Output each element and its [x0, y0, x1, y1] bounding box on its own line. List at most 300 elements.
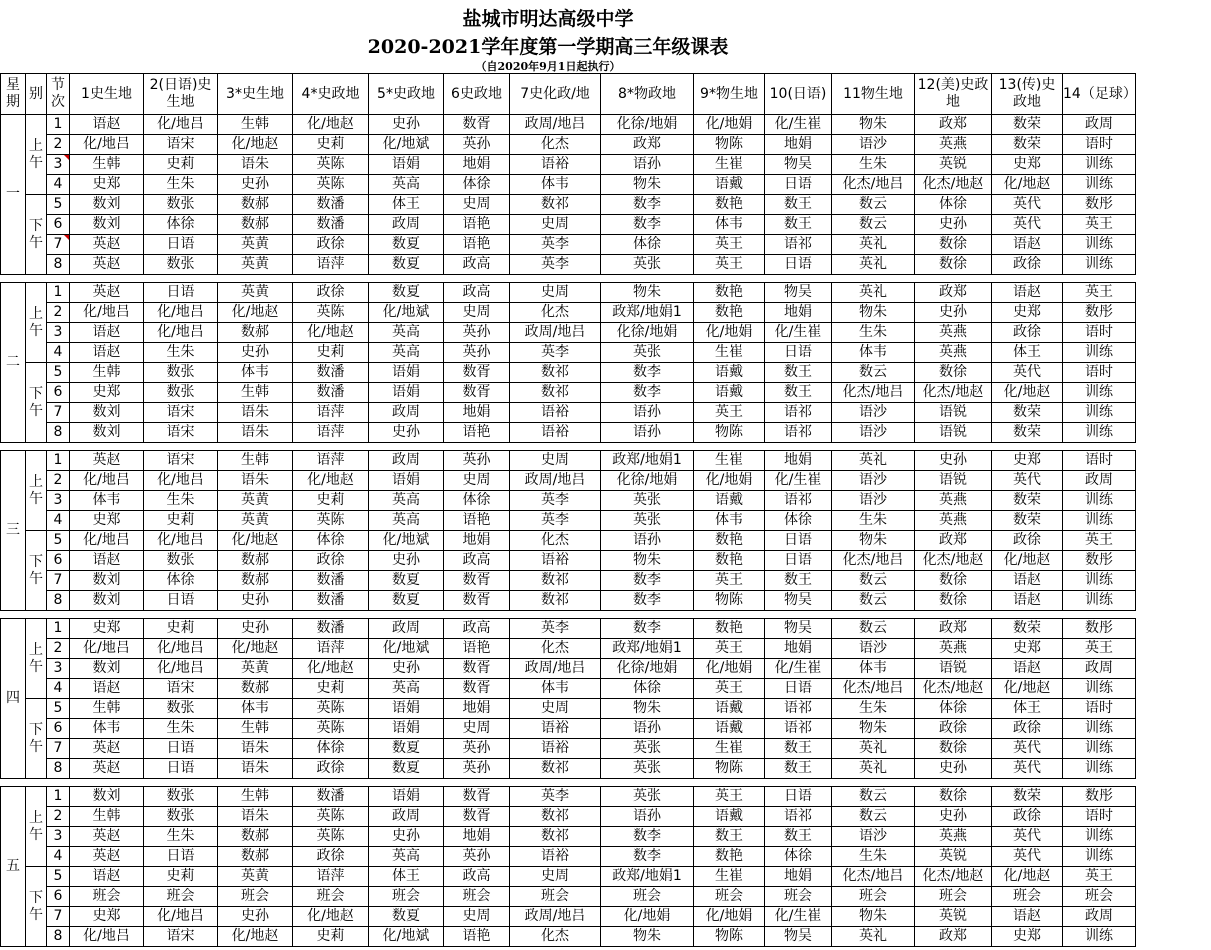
- table-row: [1, 155, 1211, 175]
- table-cell: 训练: [1063, 679, 1136, 699]
- pm-label: 下午: [26, 195, 47, 275]
- table-cell: 英锐: [915, 907, 992, 927]
- period-number: 4: [47, 511, 70, 531]
- table-cell: 数刘: [70, 215, 144, 235]
- table-cell: 班会: [832, 887, 915, 907]
- table-cell: 语赵: [992, 283, 1063, 303]
- period-number: 3: [47, 323, 70, 343]
- table-cell: 政徐: [293, 235, 369, 255]
- table-cell: 数荣: [992, 115, 1063, 135]
- table-cell: 史莉: [144, 511, 218, 531]
- table-cell: 化/地吕: [70, 531, 144, 551]
- table-cell: 数胥: [444, 591, 510, 611]
- table-cell: 英赵: [70, 739, 144, 759]
- table-cell: 语艳: [444, 423, 510, 443]
- period-number: 5: [47, 867, 70, 887]
- table-cell: 生朱: [144, 175, 218, 195]
- table-cell: 语艳: [444, 511, 510, 531]
- table-cell: 数王: [765, 739, 832, 759]
- table-cell: 数郝: [218, 551, 293, 571]
- table-cell: 英高: [369, 175, 444, 195]
- table-cell: 数荣: [992, 403, 1063, 423]
- table-cell: 数张: [144, 699, 218, 719]
- table-cell: 日语: [765, 175, 832, 195]
- table-cell: 语赵: [992, 907, 1063, 927]
- table-cell: 班会: [144, 887, 218, 907]
- table-row: [1, 383, 1211, 403]
- table-cell: 英燕: [915, 323, 992, 343]
- table-cell: 体徐: [765, 511, 832, 531]
- table-cell: 化/地赵: [992, 175, 1063, 195]
- table-cell: 数徐: [915, 255, 992, 275]
- table-cell: 英高: [369, 323, 444, 343]
- table-cell: 化/地斌: [369, 639, 444, 659]
- table-cell: 政郑: [601, 135, 694, 155]
- table-cell: 史孙: [218, 343, 293, 363]
- table-cell: 数云: [832, 619, 915, 639]
- table-cell: 化/生崔: [765, 907, 832, 927]
- table-cell: 生崔: [694, 343, 765, 363]
- table-cell: 训练: [1063, 423, 1136, 443]
- table-cell: 化/地吕: [144, 639, 218, 659]
- table-cell: 训练: [1063, 719, 1136, 739]
- table-cell: 体徐: [144, 571, 218, 591]
- table-cell: 数张: [144, 255, 218, 275]
- table-cell: 日语: [144, 739, 218, 759]
- table-cell: 语裕: [510, 423, 601, 443]
- table-cell: 数彤: [1063, 195, 1136, 215]
- table-row: [1, 531, 1211, 551]
- table-cell: 英王: [694, 639, 765, 659]
- table-row: [1, 235, 1211, 255]
- table-cell: 数夏: [369, 591, 444, 611]
- table-cell: 数胥: [444, 115, 510, 135]
- table-cell: 数李: [601, 847, 694, 867]
- table-cell: 英黄: [218, 511, 293, 531]
- period-number: 7: [47, 403, 70, 423]
- table-cell: 政周: [1063, 907, 1136, 927]
- table-cell: 化杰/地吕: [832, 551, 915, 571]
- table-cell: 数徐: [915, 363, 992, 383]
- table-cell: 史莉: [293, 343, 369, 363]
- table-cell: 体徐: [293, 531, 369, 551]
- table-cell: 数李: [601, 363, 694, 383]
- table-cell: 英王: [1063, 215, 1136, 235]
- table-cell: 日语: [765, 679, 832, 699]
- table-cell: 数祁: [510, 759, 601, 779]
- table-cell: 英燕: [915, 343, 992, 363]
- table-cell: 化杰: [510, 531, 601, 551]
- table-cell: 数胥: [444, 383, 510, 403]
- table-cell: 史莉: [293, 679, 369, 699]
- table-cell: 体王: [992, 699, 1063, 719]
- table-cell: 数夏: [369, 283, 444, 303]
- table-row: [1, 283, 1211, 303]
- table-cell: 化/地娟: [694, 115, 765, 135]
- table-cell: 语时: [1063, 135, 1136, 155]
- table-cell: 英陈: [293, 511, 369, 531]
- table-cell: 语戴: [694, 175, 765, 195]
- table-cell: 生韩: [218, 115, 293, 135]
- table-cell: 政周/地吕: [510, 115, 601, 135]
- table-cell: 训练: [1063, 175, 1136, 195]
- table-cell: 体徐: [144, 215, 218, 235]
- table-cell: 数张: [144, 363, 218, 383]
- table-cell: 英孙: [444, 135, 510, 155]
- period-number: 4: [47, 343, 70, 363]
- table-cell: 语萍: [293, 867, 369, 887]
- table-cell: 语朱: [218, 739, 293, 759]
- header-class: 4*史政地: [293, 74, 369, 115]
- header-class: 2(日语)史生地: [144, 74, 218, 115]
- table-cell: 英代: [992, 195, 1063, 215]
- table-cell: 化/生崔: [765, 471, 832, 491]
- table-cell: 物陈: [694, 591, 765, 611]
- table-cell: 数祁: [510, 383, 601, 403]
- table-cell: 数夏: [369, 255, 444, 275]
- table-cell: 语宋: [144, 679, 218, 699]
- table-cell: 体徐: [765, 847, 832, 867]
- table-cell: 化/地娟: [694, 659, 765, 679]
- table-cell: 英王: [694, 403, 765, 423]
- table-cell: 史郑: [70, 907, 144, 927]
- table-cell: 史孙: [369, 551, 444, 571]
- table-cell: 化/地赵: [293, 907, 369, 927]
- table-cell: 英陈: [293, 303, 369, 323]
- day-separator: [1, 611, 1211, 619]
- header-class: 14（足球）: [1063, 74, 1136, 115]
- table-cell: 训练: [1063, 403, 1136, 423]
- table-cell: 语朱: [218, 471, 293, 491]
- table-cell: 生朱: [144, 719, 218, 739]
- table-cell: 数徐: [915, 787, 992, 807]
- table-cell: 地娟: [765, 639, 832, 659]
- table-cell: 史周: [510, 867, 601, 887]
- table-cell: 化/地赵: [992, 867, 1063, 887]
- table-cell: 政周: [1063, 659, 1136, 679]
- table-cell: 物吴: [765, 155, 832, 175]
- table-cell: 英李: [510, 255, 601, 275]
- table-cell: 英燕: [915, 639, 992, 659]
- table-cell: 语孙: [601, 807, 694, 827]
- table-cell: 语沙: [832, 827, 915, 847]
- table-cell: 英张: [601, 255, 694, 275]
- table-row: [1, 451, 1211, 471]
- table-cell: 英黄: [218, 255, 293, 275]
- day-label: 五: [1, 787, 26, 947]
- table-cell: 化/地吕: [144, 907, 218, 927]
- table-cell: 体徐: [444, 175, 510, 195]
- table-cell: 数艳: [694, 619, 765, 639]
- table-cell: 英赵: [70, 283, 144, 303]
- table-cell: 英黄: [218, 867, 293, 887]
- table-cell: 史周: [444, 719, 510, 739]
- table-cell: 政徐: [293, 847, 369, 867]
- table-cell: 化/地吕: [70, 303, 144, 323]
- table-cell: 班会: [992, 887, 1063, 907]
- table-cell: 史周: [444, 303, 510, 323]
- table-cell: 语宋: [144, 927, 218, 947]
- table-cell: 数荣: [992, 423, 1063, 443]
- table-row: [1, 175, 1211, 195]
- table-cell: 语朱: [218, 807, 293, 827]
- table-cell: 体徐: [293, 739, 369, 759]
- table-cell: 英李: [510, 343, 601, 363]
- period-number: 7: [47, 739, 70, 759]
- table-cell: 语赵: [992, 659, 1063, 679]
- table-row: [1, 343, 1211, 363]
- header-day: 星期: [1, 74, 26, 115]
- table-cell: 数王: [765, 215, 832, 235]
- table-cell: 政徐: [293, 283, 369, 303]
- timetable: [0, 73, 1211, 947]
- table-cell: 物吴: [765, 591, 832, 611]
- table-cell: 英赵: [70, 451, 144, 471]
- table-cell: 语沙: [832, 639, 915, 659]
- table-cell: 数张: [144, 195, 218, 215]
- table-cell: 政郑/地娟1: [601, 867, 694, 887]
- table-cell: 体徐: [601, 679, 694, 699]
- table-cell: 英张: [601, 511, 694, 531]
- table-cell: 体韦: [218, 363, 293, 383]
- table-cell: 英代: [992, 363, 1063, 383]
- table-cell: 体王: [369, 195, 444, 215]
- table-cell: 班会: [601, 887, 694, 907]
- table-cell: 体王: [369, 867, 444, 887]
- table-cell: 训练: [1063, 235, 1136, 255]
- table-cell: 语戴: [694, 383, 765, 403]
- table-cell: 化杰/地吕: [832, 175, 915, 195]
- period-number: 6: [47, 551, 70, 571]
- table-cell: 英礼: [832, 255, 915, 275]
- table-cell: 数郝: [218, 571, 293, 591]
- period-number: 2: [47, 639, 70, 659]
- period-number: 1: [47, 787, 70, 807]
- table-cell: 体韦: [70, 719, 144, 739]
- table-cell: 地娟: [765, 867, 832, 887]
- table-row: [1, 323, 1211, 343]
- am-label: 上午: [26, 283, 47, 363]
- table-cell: 班会: [293, 887, 369, 907]
- table-cell: 数荣: [992, 135, 1063, 155]
- table-cell: 化/地赵: [218, 135, 293, 155]
- table-cell: 地娟: [444, 699, 510, 719]
- table-cell: 史莉: [293, 927, 369, 947]
- table-cell: 训练: [1063, 739, 1136, 759]
- header-class: 7史化政/地: [510, 74, 601, 115]
- table-cell: 数潘: [293, 195, 369, 215]
- table-row: [1, 491, 1211, 511]
- pm-label: 下午: [26, 867, 47, 947]
- table-cell: 语裕: [510, 403, 601, 423]
- table-cell: 语娟: [369, 383, 444, 403]
- table-cell: 化/地吕: [70, 135, 144, 155]
- table-cell: 训练: [1063, 511, 1136, 531]
- table-cell: 语赵: [70, 867, 144, 887]
- table-cell: 数李: [601, 215, 694, 235]
- table-cell: 语朱: [218, 423, 293, 443]
- table-cell: 生韩: [218, 383, 293, 403]
- table-cell: 政徐: [992, 719, 1063, 739]
- table-cell: 生崔: [694, 451, 765, 471]
- table-cell: 化/地吕: [144, 659, 218, 679]
- table-cell: 语萍: [293, 403, 369, 423]
- table-cell: 语时: [1063, 451, 1136, 471]
- period-number: 8: [47, 759, 70, 779]
- table-cell: 训练: [1063, 155, 1136, 175]
- table-cell: 语艳: [444, 215, 510, 235]
- header-class: 13(传)史政地: [992, 74, 1063, 115]
- table-cell: 语孙: [601, 531, 694, 551]
- table-cell: 语锐: [915, 471, 992, 491]
- table-cell: 数祁: [510, 571, 601, 591]
- table-cell: 史孙: [915, 759, 992, 779]
- table-cell: 政周: [369, 403, 444, 423]
- table-cell: 数彤: [1063, 787, 1136, 807]
- table-cell: 政周/地吕: [510, 907, 601, 927]
- table-cell: 日语: [765, 255, 832, 275]
- table-row: [1, 511, 1211, 531]
- table-cell: 体韦: [832, 343, 915, 363]
- table-cell: 数刘: [70, 591, 144, 611]
- table-cell: 数夏: [369, 759, 444, 779]
- table-cell: 英孙: [444, 451, 510, 471]
- table-cell: 语时: [1063, 699, 1136, 719]
- table-cell: 日语: [144, 235, 218, 255]
- table-row: [1, 887, 1211, 907]
- table-cell: 数胥: [444, 807, 510, 827]
- table-cell: 地娟: [765, 451, 832, 471]
- table-cell: 生朱: [832, 323, 915, 343]
- table-cell: 班会: [70, 887, 144, 907]
- table-cell: 英张: [601, 759, 694, 779]
- table-cell: 语沙: [832, 423, 915, 443]
- table-cell: 生韩: [218, 719, 293, 739]
- table-cell: 物吴: [765, 619, 832, 639]
- table-cell: 生韩: [70, 155, 144, 175]
- table-cell: 英锐: [915, 847, 992, 867]
- table-cell: 英王: [1063, 867, 1136, 887]
- table-cell: 数云: [832, 787, 915, 807]
- table-cell: 数云: [832, 215, 915, 235]
- table-cell: 数郝: [218, 215, 293, 235]
- table-cell: 生朱: [832, 511, 915, 531]
- table-cell: 史郑: [70, 383, 144, 403]
- table-row: [1, 639, 1211, 659]
- table-cell: 英燕: [915, 511, 992, 531]
- header-class: 9*物生地: [694, 74, 765, 115]
- header-class: 10(日语): [765, 74, 832, 115]
- table-cell: 语朱: [218, 403, 293, 423]
- table-cell: 数祁: [510, 591, 601, 611]
- table-cell: 政周: [369, 215, 444, 235]
- table-cell: 地娟: [444, 403, 510, 423]
- table-cell: 训练: [1063, 491, 1136, 511]
- table-cell: 数艳: [694, 283, 765, 303]
- table-cell: 数王: [765, 363, 832, 383]
- table-cell: 语娟: [369, 699, 444, 719]
- table-cell: 史郑: [992, 927, 1063, 947]
- table-cell: 语戴: [694, 807, 765, 827]
- table-cell: 英王: [694, 679, 765, 699]
- table-cell: 化/地赵: [218, 927, 293, 947]
- table-cell: 语宋: [144, 135, 218, 155]
- table-cell: 班会: [369, 887, 444, 907]
- table-cell: 语赵: [992, 235, 1063, 255]
- table-cell: 英王: [1063, 283, 1136, 303]
- table-row: [1, 403, 1211, 423]
- table-cell: 数云: [832, 591, 915, 611]
- table-cell: 数王: [765, 827, 832, 847]
- table-cell: 化徐/地娟: [601, 115, 694, 135]
- table-cell: 数刘: [70, 423, 144, 443]
- period-number: 2: [47, 807, 70, 827]
- table-cell: 英黄: [218, 283, 293, 303]
- table-cell: 体韦: [694, 215, 765, 235]
- period-number: 7: [47, 571, 70, 591]
- table-cell: 数李: [601, 571, 694, 591]
- table-cell: 语赵: [992, 591, 1063, 611]
- table-cell: 英高: [369, 491, 444, 511]
- table-cell: 英燕: [915, 827, 992, 847]
- table-row: [1, 927, 1211, 947]
- period-number: 8: [47, 591, 70, 611]
- table-cell: 政高: [444, 283, 510, 303]
- table-cell: 数刘: [70, 787, 144, 807]
- table-cell: 史郑: [70, 511, 144, 531]
- table-cell: 政周: [369, 619, 444, 639]
- table-cell: 英孙: [444, 323, 510, 343]
- table-cell: 化杰/地吕: [832, 679, 915, 699]
- table-cell: 训练: [1063, 591, 1136, 611]
- table-cell: 数潘: [293, 591, 369, 611]
- table-cell: 日语: [144, 591, 218, 611]
- table-cell: 日语: [765, 551, 832, 571]
- table-cell: 语孙: [601, 155, 694, 175]
- table-row: [1, 195, 1211, 215]
- table-cell: 语锐: [915, 403, 992, 423]
- table-cell: 英李: [510, 491, 601, 511]
- table-cell: 史郑: [992, 639, 1063, 659]
- table-cell: 英赵: [70, 235, 144, 255]
- table-row: [1, 255, 1211, 275]
- table-cell: 数夏: [369, 739, 444, 759]
- table-cell: 英李: [510, 235, 601, 255]
- table-cell: 训练: [1063, 383, 1136, 403]
- table-cell: 化/地赵: [218, 303, 293, 323]
- table-cell: 数胥: [444, 363, 510, 383]
- table-cell: 数胥: [444, 679, 510, 699]
- table-cell: 物朱: [601, 283, 694, 303]
- table-cell: 英高: [369, 847, 444, 867]
- table-cell: 数云: [832, 571, 915, 591]
- table-cell: 生崔: [694, 867, 765, 887]
- table-cell: 地娟: [444, 827, 510, 847]
- table-cell: 数潘: [293, 363, 369, 383]
- table-cell: 英王: [694, 255, 765, 275]
- table-cell: 英黄: [218, 235, 293, 255]
- period-number: 2: [47, 303, 70, 323]
- separator-cell: [1, 275, 1136, 283]
- table-cell: 语朱: [218, 155, 293, 175]
- table-cell: 数彤: [1063, 551, 1136, 571]
- am-label: 上午: [26, 787, 47, 867]
- table-cell: 英孙: [444, 739, 510, 759]
- table-cell: 数云: [832, 363, 915, 383]
- table-cell: 地娟: [444, 531, 510, 551]
- table-cell: 物朱: [832, 115, 915, 135]
- table-cell: 语朱: [218, 759, 293, 779]
